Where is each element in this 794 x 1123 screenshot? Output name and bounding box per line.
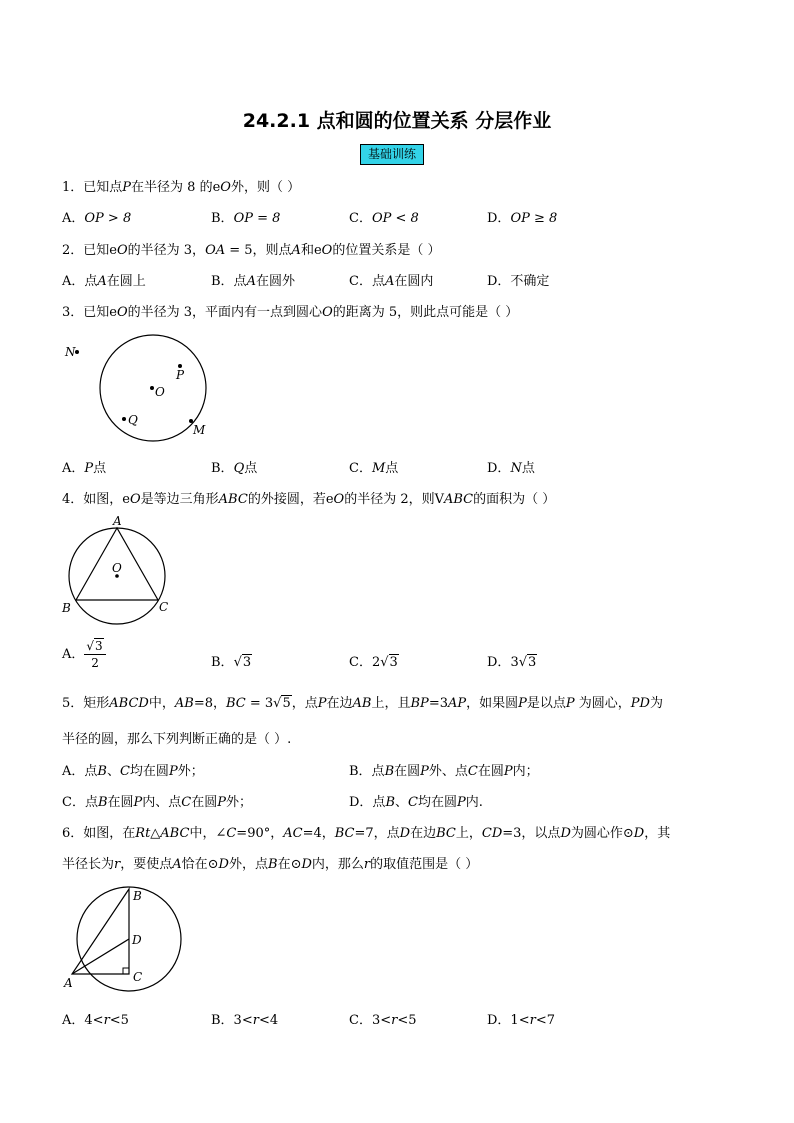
question-4-figure (58, 515, 178, 625)
q4-label-o: O (112, 561, 122, 575)
q3-label-n: N (65, 345, 76, 359)
q3-point-q (122, 417, 126, 421)
q6-label-b: B (133, 889, 142, 903)
question-6-stem: 6．如图，在Rt△ABC中，∠C=90°，AC=4，BC=7，点D在边BC上，CD=3，以点D为圆心作⊙D，其 (62, 826, 671, 841)
question-6-option-a: A．4<r<5 (62, 1013, 129, 1028)
question-3-option-d: D．N点 (487, 461, 535, 476)
q3-point-n (75, 350, 79, 354)
question-1-option-c: C．OP < 8 (349, 211, 419, 226)
question-4-option-d: D．3√3 (487, 655, 537, 670)
question-3-stem: 3．已知eO的半径为 3，平面内有一点到圆心O的距离为 5，则此点可能是（ ） (62, 305, 519, 320)
question-6-option-d: D．1<r<7 (487, 1013, 555, 1028)
question-6-figure (60, 884, 190, 994)
question-6-option-c: C．3<r<5 (349, 1013, 417, 1028)
question-5-option-b: B．点B在圆P外、点C在圆P内； (349, 764, 539, 779)
q3-label-p: P (176, 368, 185, 382)
question-3-option-b: B．Q点 (211, 461, 258, 476)
question-4-option-c: C．2√3 (349, 655, 398, 670)
question-1-stem: 1．已知点P在半径为 8 的eO外，则（ ） (62, 180, 301, 195)
question-4-option-a: A． $\frac{√3}{2}$ (62, 640, 106, 669)
q4-label-b: B (62, 601, 71, 615)
page-title: 24.2.1 点和圆的位置关系 分层作业 (242, 110, 552, 132)
question-2-stem: 2．已知eO的半径为 3，OA = 5，则点A和eO的位置关系是（ ） (62, 243, 441, 258)
question-5-option-a: A．点B、C均在圆P外； (62, 764, 204, 779)
q6-triangle (72, 889, 129, 974)
q6-right-angle-mark (123, 968, 129, 974)
question-3-option-a: A．P点 (62, 461, 107, 476)
q4-label-a: A (113, 515, 122, 528)
question-2-option-a: A．点A在圆上 (62, 274, 146, 289)
question-5-stem-line2: 半径的圆，那么下列判断正确的是（ ）. (62, 732, 292, 747)
question-2-option-b: B．点A在圆外 (211, 274, 295, 289)
q3-label-m: M (193, 423, 206, 437)
section-badge: 基础训练 (360, 144, 424, 165)
question-3-option-c: C．M点 (349, 461, 399, 476)
question-1-option-a: A．OP > 8 (62, 211, 132, 226)
question-2-option-c: C．点A在圆内 (349, 274, 434, 289)
q6-label-c: C (133, 970, 143, 984)
question-6-stem-line2: 半径长为r，要使点A恰在⊙D外，点B在⊙D内，那么r的取值范围是（ ） (62, 857, 479, 872)
question-4-stem: 4．如图，eO是等边三角形ABC的外接圆，若eO的半径为 2，则VABC的面积为（ ） (62, 492, 556, 507)
q4-label-c: C (159, 600, 169, 614)
q3-label-o: O (155, 385, 165, 399)
q6-label-d: D (132, 933, 142, 947)
q3-point-o (150, 386, 154, 390)
question-5-option-c: C．点B在圆P内、点C在圆P外； (62, 795, 253, 810)
question-4-option-b: B．√3 (211, 655, 252, 670)
question-3-figure (60, 332, 220, 444)
question-2-option-d: D．不确定 (487, 274, 550, 289)
q6-label-a: A (64, 976, 73, 990)
question-1-option-d: D．OP ≥ 8 (487, 211, 558, 226)
question-5-stem: 5．矩形ABCD中，AB=8，BC = 3√5，点P在边AB上，且BP=3AP，如果圆P是以点P 为圆心，PD为 (62, 696, 663, 711)
question-1-option-b: B．OP = 8 (211, 211, 281, 226)
q3-label-q: Q (128, 413, 138, 427)
question-6-option-b: B．3<r<4 (211, 1013, 279, 1028)
question-5-option-d: D．点B、C均在圆P内. (349, 795, 483, 810)
